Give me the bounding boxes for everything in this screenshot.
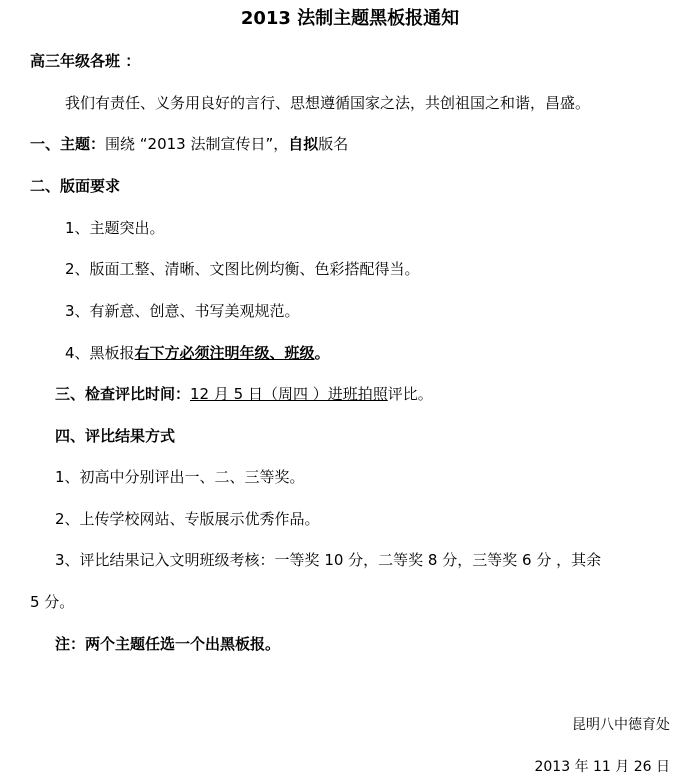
layout-item-3: 3、有新意、创意、书写美观规范。 <box>65 302 300 320</box>
layout-item-4 <box>65 343 330 363</box>
layout-item-1: 1、主题突出。 <box>65 219 165 237</box>
section-theme-text-prefix: 围绕 “2013 法制宣传日”， <box>105 135 289 153</box>
section-theme-heading: 一、主题： <box>30 135 106 153</box>
section-results-heading: 四、评比结果方式 <box>55 427 176 445</box>
results-item-1: 1、初高中分别评出一、二、三等奖。 <box>55 468 305 486</box>
document-title: 2013 法制主题黑板报通知 <box>240 8 460 29</box>
results-item-2: 2、上传学校网站、专版展示优秀作品。 <box>55 510 320 528</box>
section-inspection-suffix: 评比。 <box>387 385 433 403</box>
note: 注：两个主题任选一个出黑板报。 <box>55 635 281 653</box>
section-theme-text-bold: 自拟 <box>288 135 319 153</box>
section-theme-text-suffix: 版名 <box>318 135 349 153</box>
section-inspection <box>55 384 433 404</box>
layout-item-4-prefix: 4、黑板报 <box>65 344 135 362</box>
section-layout-heading: 二、版面要求 <box>30 177 121 195</box>
document-date: 2013 年 11 月 26 日 <box>534 759 670 775</box>
section-inspection-heading: 三、检查评比时间： <box>55 385 191 403</box>
intro-paragraph: 我们有责任、义务用良好的言行、思想遵循国家之法，共创祖国之和谐，昌盛。 <box>65 94 591 112</box>
section-inspection-time: 12 月 5 日（周四 ）进班拍照 <box>190 385 388 403</box>
signature: 昆明八中德育处 <box>572 717 670 733</box>
addressee: 高三年级各班 ： <box>30 52 141 70</box>
results-item-3: 3、评比结果记入文明班级考核：一等奖 10 分，二等奖 8 分，三等奖 6 分 ，其余 <box>55 551 602 569</box>
layout-item-4-emphasis: 右下方必须注明年级、班级 <box>134 344 315 362</box>
section-theme <box>30 134 348 154</box>
results-item-3-continued: 5 分。 <box>30 593 75 611</box>
layout-item-4-suffix: 。 <box>314 344 330 362</box>
layout-item-2: 2、版面工整、清晰、文图比例均衡、色彩搭配得当。 <box>65 260 420 278</box>
